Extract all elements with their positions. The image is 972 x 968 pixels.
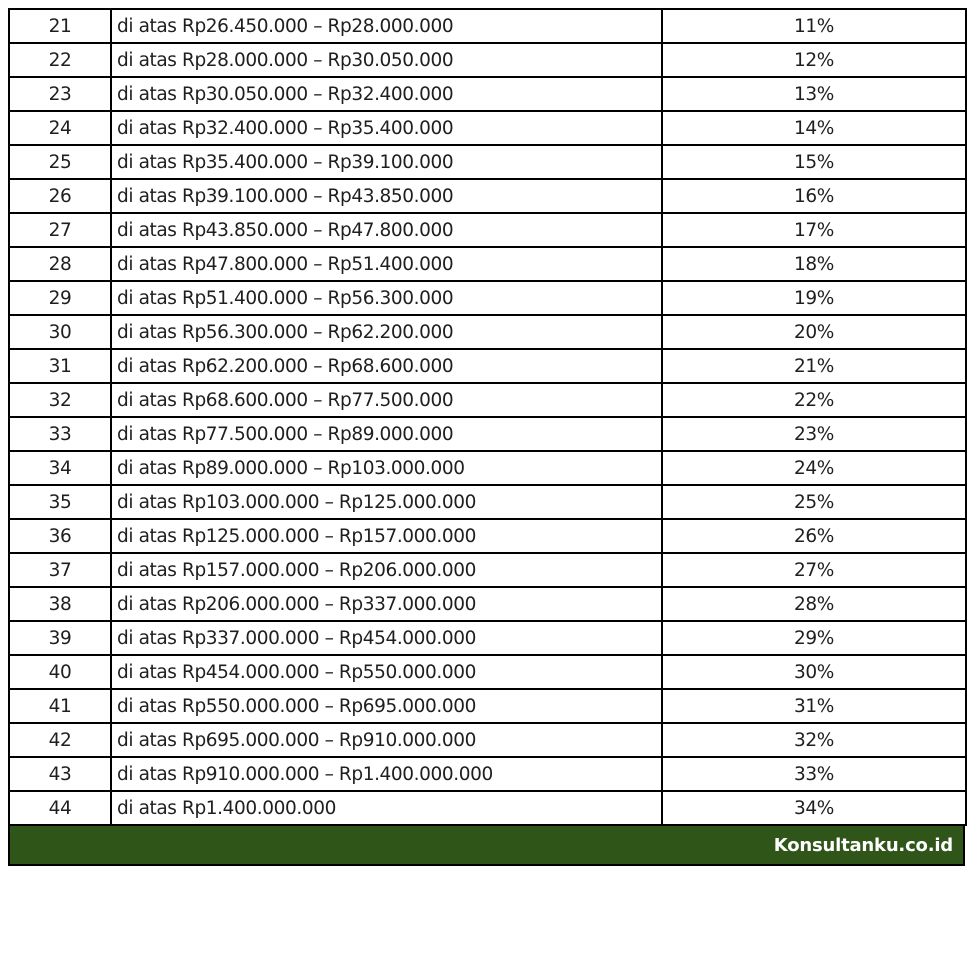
income-range-cell: di atas Rp337.000.000 – Rp454.000.000 bbox=[111, 621, 662, 655]
table-row bbox=[9, 315, 966, 349]
tax-rate-cell: 22% bbox=[662, 383, 966, 417]
brand-footer-bar bbox=[8, 826, 965, 866]
row-number-cell: 24 bbox=[9, 111, 111, 145]
table-row bbox=[9, 349, 966, 383]
row-number-cell: 21 bbox=[9, 9, 111, 43]
table-row bbox=[9, 723, 966, 757]
row-number-cell: 39 bbox=[9, 621, 111, 655]
tax-rate-cell: 28% bbox=[662, 587, 966, 621]
row-number-cell: 41 bbox=[9, 689, 111, 723]
tax-rate-cell: 25% bbox=[662, 485, 966, 519]
tax-rate-cell: 33% bbox=[662, 757, 966, 791]
row-number-cell: 42 bbox=[9, 723, 111, 757]
row-number-cell: 25 bbox=[9, 145, 111, 179]
income-range-cell: di atas Rp56.300.000 – Rp62.200.000 bbox=[111, 315, 662, 349]
tax-rate-table bbox=[8, 8, 967, 826]
table-row bbox=[9, 383, 966, 417]
table-row bbox=[9, 655, 966, 689]
table-row bbox=[9, 179, 966, 213]
row-number-cell: 28 bbox=[9, 247, 111, 281]
table-row bbox=[9, 43, 966, 77]
income-range-cell: di atas Rp28.000.000 – Rp30.050.000 bbox=[111, 43, 662, 77]
table-row bbox=[9, 417, 966, 451]
table-row bbox=[9, 587, 966, 621]
table-row bbox=[9, 9, 966, 43]
income-range-cell: di atas Rp39.100.000 – Rp43.850.000 bbox=[111, 179, 662, 213]
table-row bbox=[9, 519, 966, 553]
row-number-cell: 31 bbox=[9, 349, 111, 383]
income-range-cell: di atas Rp125.000.000 – Rp157.000.000 bbox=[111, 519, 662, 553]
table-row bbox=[9, 791, 966, 825]
income-range-cell: di atas Rp30.050.000 – Rp32.400.000 bbox=[111, 77, 662, 111]
row-number-cell: 33 bbox=[9, 417, 111, 451]
tax-rate-cell: 12% bbox=[662, 43, 966, 77]
tax-rate-cell: 15% bbox=[662, 145, 966, 179]
income-range-cell: di atas Rp47.800.000 – Rp51.400.000 bbox=[111, 247, 662, 281]
tax-rate-cell: 30% bbox=[662, 655, 966, 689]
income-range-cell: di atas Rp550.000.000 – Rp695.000.000 bbox=[111, 689, 662, 723]
income-range-cell: di atas Rp35.400.000 – Rp39.100.000 bbox=[111, 145, 662, 179]
tax-rate-cell: 21% bbox=[662, 349, 966, 383]
tax-rate-cell: 27% bbox=[662, 553, 966, 587]
tax-rate-cell: 11% bbox=[662, 9, 966, 43]
income-range-cell: di atas Rp62.200.000 – Rp68.600.000 bbox=[111, 349, 662, 383]
row-number-cell: 29 bbox=[9, 281, 111, 315]
tax-rate-cell: 26% bbox=[662, 519, 966, 553]
tax-rate-cell: 29% bbox=[662, 621, 966, 655]
tax-rate-cell: 13% bbox=[662, 77, 966, 111]
tax-rate-cell: 18% bbox=[662, 247, 966, 281]
row-number-cell: 36 bbox=[9, 519, 111, 553]
tax-rate-cell: 32% bbox=[662, 723, 966, 757]
income-range-cell: di atas Rp89.000.000 – Rp103.000.000 bbox=[111, 451, 662, 485]
row-number-cell: 35 bbox=[9, 485, 111, 519]
table-row bbox=[9, 77, 966, 111]
income-range-cell: di atas Rp157.000.000 – Rp206.000.000 bbox=[111, 553, 662, 587]
tax-rate-cell: 23% bbox=[662, 417, 966, 451]
income-range-cell: di atas Rp32.400.000 – Rp35.400.000 bbox=[111, 111, 662, 145]
row-number-cell: 30 bbox=[9, 315, 111, 349]
table-row bbox=[9, 485, 966, 519]
table-row bbox=[9, 145, 966, 179]
income-range-cell: di atas Rp77.500.000 – Rp89.000.000 bbox=[111, 417, 662, 451]
income-range-cell: di atas Rp26.450.000 – Rp28.000.000 bbox=[111, 9, 662, 43]
income-range-cell: di atas Rp910.000.000 – Rp1.400.000.000 bbox=[111, 757, 662, 791]
row-number-cell: 26 bbox=[9, 179, 111, 213]
row-number-cell: 34 bbox=[9, 451, 111, 485]
row-number-cell: 22 bbox=[9, 43, 111, 77]
row-number-cell: 37 bbox=[9, 553, 111, 587]
table-row bbox=[9, 111, 966, 145]
income-range-cell: di atas Rp68.600.000 – Rp77.500.000 bbox=[111, 383, 662, 417]
table-row bbox=[9, 247, 966, 281]
tax-rate-table-container bbox=[8, 8, 965, 866]
income-range-cell: di atas Rp454.000.000 – Rp550.000.000 bbox=[111, 655, 662, 689]
row-number-cell: 38 bbox=[9, 587, 111, 621]
row-number-cell: 43 bbox=[9, 757, 111, 791]
income-range-cell: di atas Rp695.000.000 – Rp910.000.000 bbox=[111, 723, 662, 757]
income-range-cell: di atas Rp206.000.000 – Rp337.000.000 bbox=[111, 587, 662, 621]
row-number-cell: 44 bbox=[9, 791, 111, 825]
tax-rate-cell: 14% bbox=[662, 111, 966, 145]
income-range-cell: di atas Rp1.400.000.000 bbox=[111, 791, 662, 825]
row-number-cell: 23 bbox=[9, 77, 111, 111]
tax-rate-cell: 20% bbox=[662, 315, 966, 349]
income-range-cell: di atas Rp43.850.000 – Rp47.800.000 bbox=[111, 213, 662, 247]
income-range-cell: di atas Rp103.000.000 – Rp125.000.000 bbox=[111, 485, 662, 519]
tax-rate-cell: 19% bbox=[662, 281, 966, 315]
table-row bbox=[9, 213, 966, 247]
income-range-cell: di atas Rp51.400.000 – Rp56.300.000 bbox=[111, 281, 662, 315]
tax-rate-table-body bbox=[9, 9, 966, 825]
brand-watermark: Konsultanku.co.id bbox=[773, 834, 953, 856]
tax-rate-cell: 31% bbox=[662, 689, 966, 723]
tax-rate-cell: 17% bbox=[662, 213, 966, 247]
table-row bbox=[9, 281, 966, 315]
tax-rate-cell: 34% bbox=[662, 791, 966, 825]
tax-rate-cell: 24% bbox=[662, 451, 966, 485]
table-row bbox=[9, 621, 966, 655]
table-row bbox=[9, 689, 966, 723]
tax-rate-cell: 16% bbox=[662, 179, 966, 213]
table-row bbox=[9, 451, 966, 485]
table-row bbox=[9, 553, 966, 587]
row-number-cell: 40 bbox=[9, 655, 111, 689]
table-row bbox=[9, 757, 966, 791]
row-number-cell: 27 bbox=[9, 213, 111, 247]
row-number-cell: 32 bbox=[9, 383, 111, 417]
